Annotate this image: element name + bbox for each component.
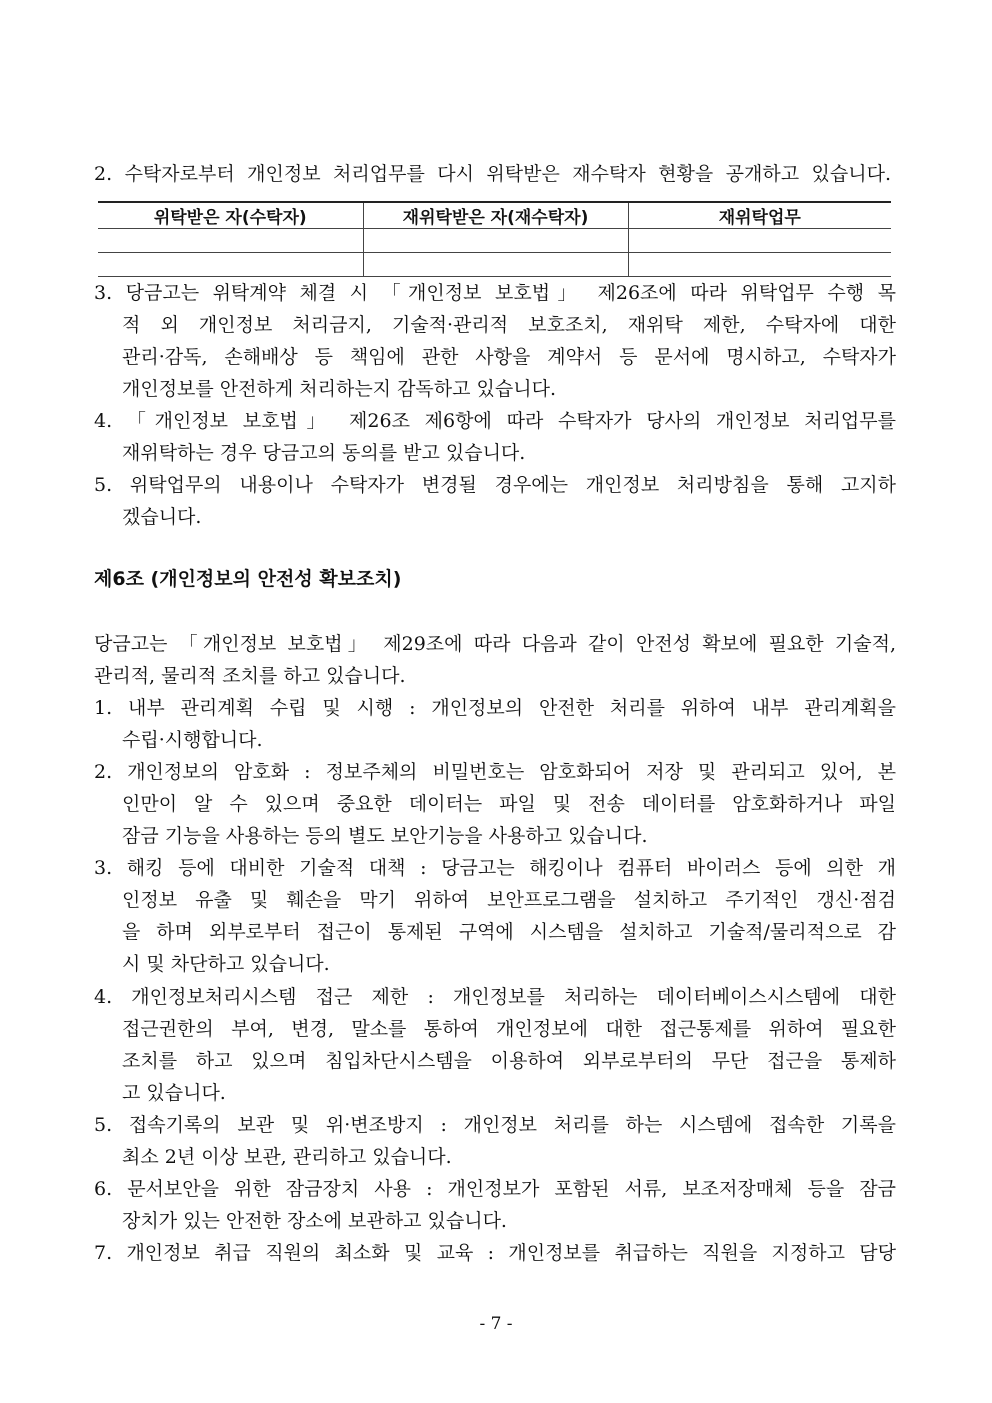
item3-line-4: 개인정보를 안전하게 처리하는지 감독하고 있습니다.: [122, 378, 556, 400]
s6-item3-line-2: 인정보 유출 및 훼손을 막기 위하여 보안프로그램을 설치하고 주기적인 갱신·점검: [122, 889, 896, 911]
table-cell: [363, 253, 628, 277]
s6-item4-line-4: 고 있습니다.: [122, 1082, 226, 1104]
s6-item3-line-4: 시 및 차단하고 있습니다.: [122, 953, 330, 975]
s6-item4-line-1: 4. 개인정보처리시스템 접근 제한 : 개인정보를 처리하는 데이터베이스시스템에 대한: [94, 986, 896, 1008]
s6-item3-line-1: 3. 해킹 등에 대비한 기술적 대책 : 당금고는 해킹이나 컴퓨터 바이러스 등에 의한 개: [94, 857, 896, 879]
header-contractor: 위탁받은 자(수탁자): [98, 202, 363, 229]
s6-item7-line-1: 7. 개인정보 취급 직원의 최소화 및 교육 : 개인정보를 취급하는 직원을 지정하고 담당: [94, 1242, 897, 1264]
s6-item6-line-2: 장치가 있는 안전한 장소에 보관하고 있습니다.: [122, 1210, 507, 1232]
section6-intro-line-2: 관리적, 물리적 조치를 하고 있습니다.: [94, 665, 406, 687]
item3-line-1: 3. 당금고는 위탁계약 체결 시 「개인정보 보호법」 제26조에 따라 위탁업무 수행 목: [94, 282, 896, 304]
item2-text: 2. 수탁자로부터 개인정보 처리업무를 다시 위탁받은 재수탁자 현황을 공개하고 있습니다.: [94, 163, 891, 185]
table-row: [98, 229, 891, 253]
item3-line-2: 적 외 개인정보 처리금지, 기술적·관리적 보호조치, 재위탁 제한, 수탁자에 대한: [122, 314, 896, 336]
item5-line-2: 겠습니다.: [122, 506, 202, 528]
table-cell: [363, 229, 628, 253]
s6-item5-line-1: 5. 접속기록의 보관 및 위·변조방지 : 개인정보 처리를 하는 시스템에 접속한 기록을: [94, 1114, 896, 1136]
s6-item1-line-2: 수립·시행합니다.: [122, 729, 263, 751]
s6-item3-line-3: 을 하며 외부로부터 접근이 통제된 구역에 시스템을 설치하고 기술적/물리적으로 감: [122, 921, 896, 943]
section6-intro-line-1: 당금고는 「개인정보 보호법」 제29조에 따라 다음과 같이 안전성 확보에 필요한 기술적,: [94, 633, 896, 655]
s6-item6-line-1: 6. 문서보안을 위한 잠금장치 사용 : 개인정보가 포함된 서류, 보조저장매체 등을 잠금: [94, 1178, 896, 1200]
table-cell: [628, 229, 891, 253]
header-subcontractor: 재위탁받은 자(재수탁자): [363, 202, 628, 229]
table-header-row: [98, 202, 891, 229]
s6-item4-line-2: 접근권한의 부여, 변경, 말소를 통하여 개인정보에 대한 접근통제를 위하여 필요한: [122, 1018, 896, 1040]
table-cell: [98, 253, 363, 277]
header-subcontract-work: 재위탁업무: [628, 202, 891, 229]
table-row: [98, 253, 891, 277]
s6-item2-line-2: 인만이 알 수 있으며 중요한 데이터는 파일 및 전송 데이터를 암호화하거나 파일: [122, 793, 896, 815]
item4-line-2: 재위탁하는 경우 당금고의 동의를 받고 있습니다.: [122, 442, 526, 464]
s6-item1-line-1: 1. 내부 관리계획 수립 및 시행 : 개인정보의 안전한 처리를 위하여 내부 관리계획을: [94, 697, 896, 719]
s6-item5-line-2: 최소 2년 이상 보관, 관리하고 있습니다.: [122, 1146, 452, 1168]
section6-title: 제6조 (개인정보의 안전성 확보조치): [94, 568, 402, 590]
page-number: - 7 -: [479, 1314, 513, 1334]
s6-item2-line-3: 잠금 기능을 사용하는 등의 별도 보안기능을 사용하고 있습니다.: [122, 825, 648, 847]
table-cell: [628, 253, 891, 277]
item3-line-3: 관리·감독, 손해배상 등 책임에 관한 사항을 계약서 등 문서에 명시하고, 수탁자가: [122, 346, 896, 368]
s6-item4-line-3: 조치를 하고 있으며 침입차단시스템을 이용하여 외부로부터의 무단 접근을 통제하: [122, 1050, 896, 1072]
table-cell: [98, 229, 363, 253]
item4-line-1: 4. 「개인정보 보호법」 제26조 제6항에 따라 수탁자가 당사의 개인정보 처리업무를: [94, 410, 896, 432]
s6-item2-line-1: 2. 개인정보의 암호화 : 정보주체의 비밀번호는 암호화되어 저장 및 관리되고 있어, 본: [94, 761, 896, 783]
item5-line-1: 5. 위탁업무의 내용이나 수탁자가 변경될 경우에는 개인정보 처리방침을 통해 고지하: [94, 474, 896, 496]
subcontractor-table: [98, 201, 891, 277]
